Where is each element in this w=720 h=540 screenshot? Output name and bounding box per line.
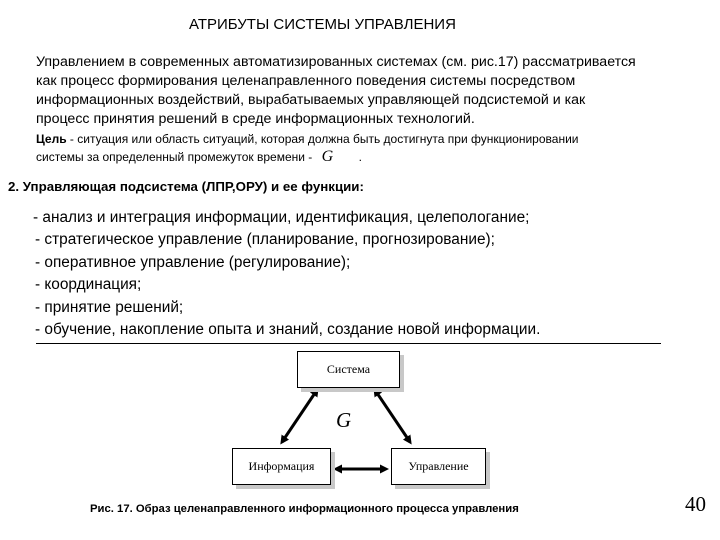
function-item: - оперативное управление (регулирование); <box>35 253 351 271</box>
section-heading: 2. Управляющая подсистема (ЛПР,ОРУ) и ее функции: <box>8 179 364 194</box>
intro-line-2: как процесс формирования целенаправленного поведения системы посредством <box>36 73 576 89</box>
function-item: - координация; <box>35 276 142 294</box>
goal-text-1: - ситуация или область ситуаций, которая должна быть достигнута при функционировании <box>66 132 579 146</box>
intro-line-3: информационных воздействий, вырабатываемых управляющей подсистемой и как <box>36 92 586 108</box>
figure-caption: Рис. 17. Образ целенаправленного информационного процесса управления <box>90 503 519 515</box>
page-number: 40 <box>685 492 706 516</box>
arrow-system-control <box>375 390 410 442</box>
diagram-goal-symbol: G <box>336 408 352 432</box>
goal-end: . <box>358 150 362 164</box>
arrow-system-information <box>282 390 317 442</box>
page-title: АТРИБУТЫ СИСТЕМЫ УПРАВЛЕНИЯ <box>189 16 456 33</box>
function-item: - анализ и интеграция информации, идентификация, целепологание; <box>33 209 530 226</box>
goal-symbol: G <box>321 148 334 165</box>
diagram-box-control: Управление <box>391 448 486 485</box>
goal-text-2: системы за определенный промежуток времени - <box>36 150 313 164</box>
function-item: - принятие решений; <box>35 298 184 316</box>
diagram-box-system: Система <box>297 351 400 388</box>
function-item: - стратегическое управление (планирование, прогнозирование); <box>35 231 495 249</box>
intro-line-1: Управлением в современных автоматизированных системах (см. рис.17) рассматривается <box>36 54 636 70</box>
function-item: - обучение, накопление опыта и знаний, создание новой информации. <box>35 321 541 339</box>
diagram-box-information: Информация <box>232 448 331 485</box>
intro-line-4: процесс принятия решений в среде информационных технологий. <box>36 111 475 127</box>
goal-term: Цель <box>36 132 67 146</box>
